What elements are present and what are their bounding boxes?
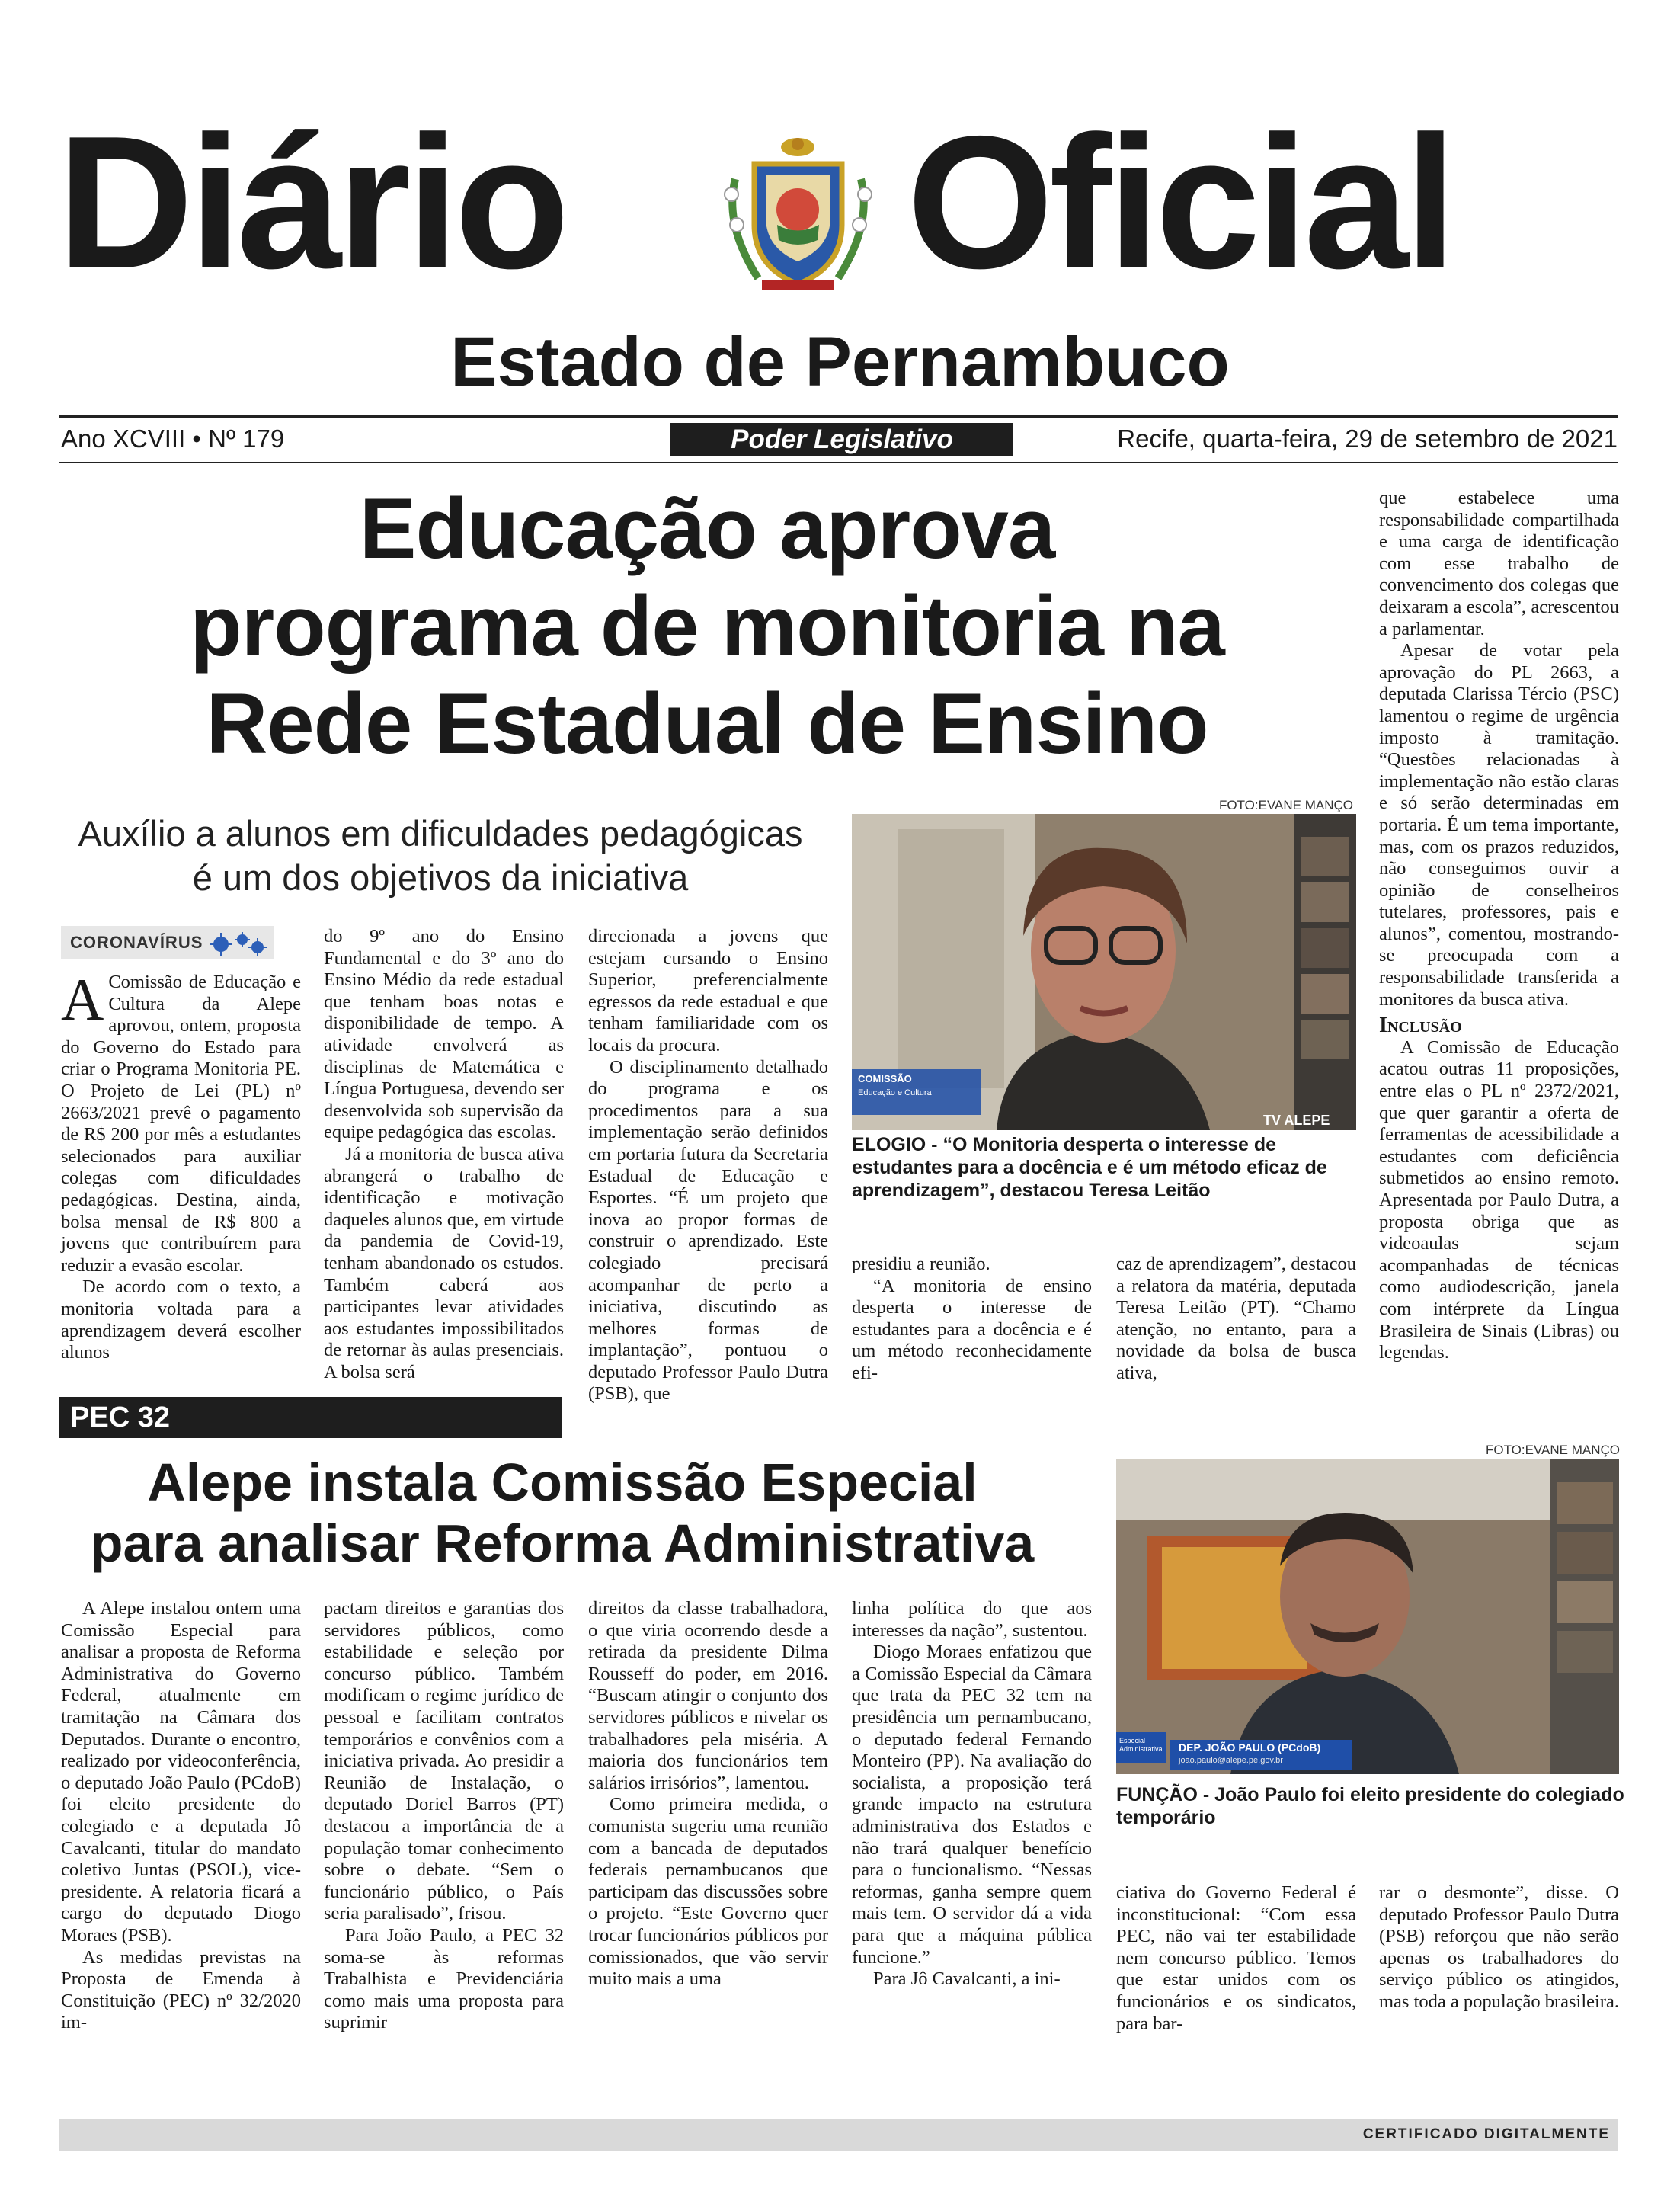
drop-cap: A: [61, 966, 104, 1033]
paragraph: que estabelece uma responsabilidade compartilhada e uma carga de identificação com esse trabalho de convencimento dos colegas que deixaram a escola”, acrescentou a parlamentar.: [1379, 488, 1619, 639]
virus-icon: [206, 929, 270, 956]
subheadline-story1: [59, 812, 821, 900]
paragraph: “A monitoria de ensino desperta o interesse de estudantes para a docência e é um método reconhecidamente efi-: [852, 1275, 1092, 1383]
photo-tag: Especial Administrativa: [1119, 1737, 1163, 1753]
caption-lead: FUNÇÃO -: [1116, 1784, 1215, 1805]
photo-email: joao.paulo@alepe.pe.gov.br: [1179, 1756, 1283, 1765]
photo-name-tag: DEP. JOÃO PAULO (PCdoB): [1179, 1741, 1321, 1754]
video-call-photo: [852, 814, 1356, 1130]
paragraph: rar o desmonte”, disse. O deputado Professor Paulo Dutra (PSB) reforçou que não serão apenas os trabalhadores do serviço público os atingidos, mas toda a população brasileira.: [1379, 1882, 1619, 2012]
paragraph: ciativa do Governo Federal é inconstitucional: “Com essa PEC, não vai ter estabilidade nem concurso público. Temos que estar unidos com os funcionários e os sindicatos, para bar-: [1116, 1882, 1356, 2034]
story1-column-2: [324, 926, 564, 1383]
paragraph: O disciplinamento detalhado do programa e os procedimentos para a sua implementação serão definidos em portaria futura da Secretaria Estadual de Educação e Esportes. “É um projeto que inova ao propor formas de construir o aprendizado. Este colegiado precisará acompanhar de perto a iniciativa, discutindo as melhores formas de implantação”, pontuou o deputado Professor Paulo Dutra (PSB), que: [588, 1056, 828, 1405]
photo-tag-sub: Educação e Cultura: [858, 1088, 932, 1097]
headline-story1: [59, 480, 1355, 773]
caption-text: “O Monitoria desperta o interesse de estudantes para a docência e é um método eficaz de aprendizagem”, destacou Teresa Leitão: [852, 1134, 1327, 1201]
pec-section-bar: PEC 32: [59, 1397, 562, 1438]
story2-column-4: [852, 1598, 1092, 1991]
photo-tag: COMISSÃO: [858, 1073, 912, 1084]
headline-line: Rede Estadual de Ensino: [206, 676, 1208, 771]
headline-line: para analisar Reforma Administrativa: [90, 1514, 1035, 1573]
digital-certificate-label: CERTIFICADO DIGITALMENTE: [1362, 2126, 1610, 2142]
story2-column-2: [324, 1598, 564, 2034]
caption-text: João Paulo foi eleito presidente do colegiado temporário: [1116, 1784, 1624, 1828]
edition-number: Ano XCVIII • Nº 179: [61, 424, 285, 453]
headline-story2: [59, 1452, 1065, 1574]
photo-teresa-leitao: [852, 814, 1356, 1130]
coat-of-arms-icon: [720, 133, 876, 297]
dateline: Recife, quarta-feira, 29 de setembro de 2021: [1117, 424, 1618, 453]
caption-lead: ELOGIO -: [852, 1134, 943, 1155]
paragraph: caz de aprendizagem”, destacou a relatora da matéria, deputada Teresa Leitão (PT). “Chamo atenção, no entanto, para a novidade da bolsa de busca ativa,: [1116, 1254, 1356, 1383]
paragraph: direitos da classe trabalhadora, o que viria ocorrendo desde a retirada da presidente Dilma Rousseff do poder, em 2016. “Buscam atingir o conjunto dos servidores públicos e nivelar os trabalhadores pela miséria. A maioria dos funcionários tem salários irrisórios”, lamentou.: [588, 1598, 828, 1793]
story2-column-6: [1379, 1882, 1619, 2013]
headline-line: Alepe instala Comissão Especial: [147, 1453, 978, 1512]
paragraph: linha política do que aos interesses da nação”, sustentou.: [852, 1598, 1092, 1641]
story1-column-5: [1116, 1254, 1356, 1385]
paragraph: Para Jô Cavalcanti, a ini-: [873, 1968, 1061, 1990]
story1-column-1: [61, 966, 301, 1364]
paragraph: pactam direitos e garantias dos servidores públicos, como estabilidade e seleção por concurso público. Também modificam o regime jurídico de pessoal e facilitam contratos temporários e convênios com a iniciativa privada. Ao presidir a Reunião de Instalação, o deputado Doriel Barros (PT) destacou a importância de a população tomar conhecimento sobre o debate. “Sem o funcionário público, o País seria paralisado”, frisou.: [324, 1598, 564, 1924]
masthead-title-left: Diário: [57, 96, 565, 308]
bottom-rule: [59, 462, 1618, 463]
coronavirus-tag-label: CORONAVÍRUS: [70, 933, 203, 952]
story2-column-5: [1116, 1882, 1356, 2035]
top-rule: [59, 415, 1618, 418]
masthead-title-right: Oficial: [907, 96, 1453, 308]
subhead-line: é um dos objetivos da iniciativa: [192, 857, 689, 898]
story2-column-1: [61, 1598, 301, 2034]
headline-line: programa de monitoria na: [190, 578, 1224, 674]
paragraph: Comissão de Educação e Cultura da Alepe aprovou, ontem, proposta do Governo do Estado para criar o Programa Monitoria PE. O Projeto de Lei (PL) nº 2663/2021 prevê o pagamento de R$ 200 por mês a estudantes selecionados para auxiliar colegas com dificuldades pedagógicas. Destina, ainda, bolsa mensal de R$ 800 a jovens que contribuírem para reduzir a evasão escolar.: [61, 972, 301, 1276]
paragraph: As medidas previstas na Proposta de Emenda à Constituição (PEC) nº 32/2020 im-: [61, 1946, 301, 2033]
story1-column-3: [588, 926, 828, 1405]
section-subhead: Inclusão: [1379, 1014, 1462, 1038]
story1-column-6: [1379, 488, 1619, 1364]
video-call-photo: [1116, 1459, 1619, 1774]
paragraph: A Comissão de Educação acatou outras 11 proposições, entre elas o PL nº 2372/2021, que quer garantir a oferta de ferramentas de acessibilidade a estudantes com deficiência submetidos ao ensino remoto. Apresentada por Paulo Dutra, a proposta obriga que as videoaulas sejam acompanhadas de técnicas como audiodescrição, janela com intérprete da Língua Brasileira de Sinais (Libras) ou legendas.: [1379, 1036, 1619, 1363]
paragraph: De acordo com o texto, a monitoria voltada para a aprendizagem deverá escolher alunos: [61, 1276, 301, 1363]
headline-line: Educação aprova: [359, 481, 1055, 576]
paragraph: Para João Paulo, a PEC 32 soma-se às reformas Trabalhista e Previdenciária como mais uma proposta para suprimir: [324, 1924, 564, 2033]
tv-logo: TV ALEPE: [1263, 1113, 1330, 1128]
story2-column-3: [588, 1598, 828, 1991]
paragraph: Diogo Moraes enfatizou que a Comissão Especial da Câmara que trata da PEC 32 tem na presidência um pernambucano, o deputado federal Fernando Monteiro (PP). Na avaliação do socialista, a proposição terá grande impacto na estrutura administrativa dos Estados e não trará qualquer benefício para o funcionalismo. “Nessas reformas, ganha sempre quem mais tem. O servidor dá a vida para que a máquina pública funcione.”: [852, 1642, 1092, 1968]
photo-caption: [1116, 1783, 1634, 1829]
paragraph: Apesar de votar pela aprovação do PL 2663, a deputada Clarissa Tércio (PSC) lamentou o regime de urgência imposto à tramitação. “Questões relacionadas à implementação não estão claras e só serão determinadas em portaria. É um tema importante, mas, com os prazos reduzidos, não conseguimos ouvir a opinião de conselheiros tutelares, professores, pais e alunos”, comentou, mostrando-se preocupada com a responsabilidade transferida a monitores da busca ativa.: [1379, 640, 1619, 1010]
paragraph: direcionada a jovens que estejam cursando o Ensino Superior, preferencialmente egressos da rede estadual e que tenham familiaridade com os locais da procura.: [588, 926, 828, 1055]
story1-column-4: [852, 1254, 1092, 1385]
subhead-line: Auxílio a alunos em dificuldades pedagógicas: [78, 813, 803, 854]
paragraph: A Alepe instalou ontem uma Comissão Especial para analisar a proposta de Reforma Administrativa do Governo Federal, atualmente em tramitação na Câmara dos Deputados. Durante o encontro, realizado por videoconferência, o deputado João Paulo (PCdoB) foi eleito presidente do colegiado e a deputada Jô Cavalcanti, titular do mandato coletivo Juntas (PSOL), vice-presidente. A relatoria ficará a cargo do deputado Diogo Moraes (PSB).: [61, 1598, 301, 1946]
photo-credit: FOTO:EVANE MANÇO: [1219, 798, 1354, 812]
paragraph: do 9º ano do Ensino Fundamental e do 3º ano do Ensino Médio da rede estadual que tenham boas notas e disponibilidade de tempo. A atividade envolverá as disciplinas de Matemática e Língua Portuguesa, devendo ser desenvolvida sob supervisão da equipe pedagógica das escolas.: [324, 926, 564, 1143]
section-banner: Poder Legislativo: [670, 423, 1013, 456]
paragraph: Como primeira medida, o comunista sugeriu uma reunião com a bancada de deputados federais pernambucanos que participam das discussões sobre o projeto. “Este Governo quer trocar funcionários públicos por comissionados, que vão servir muito mais a uma: [588, 1794, 828, 1990]
masthead-subtitle: Estado de Pernambuco: [450, 323, 1230, 401]
coronavirus-tag: [61, 926, 274, 959]
photo-credit: FOTO:EVANE MANÇO: [1486, 1443, 1621, 1457]
photo-joao-paulo: [1116, 1459, 1619, 1774]
photo-caption: [852, 1133, 1370, 1202]
paragraph: presidiu a reunião.: [852, 1254, 990, 1274]
paragraph: Já a monitoria de busca ativa abrangerá o trabalho de identificação e motivação daqueles alunos que, em virtude da pandemia de Covid-19, tenham abandonado os estudos. Também caberá aos participantes levar atividades aos estudantes impossibilitados de retornar às aulas presenciais. A bolsa será: [324, 1143, 565, 1382]
